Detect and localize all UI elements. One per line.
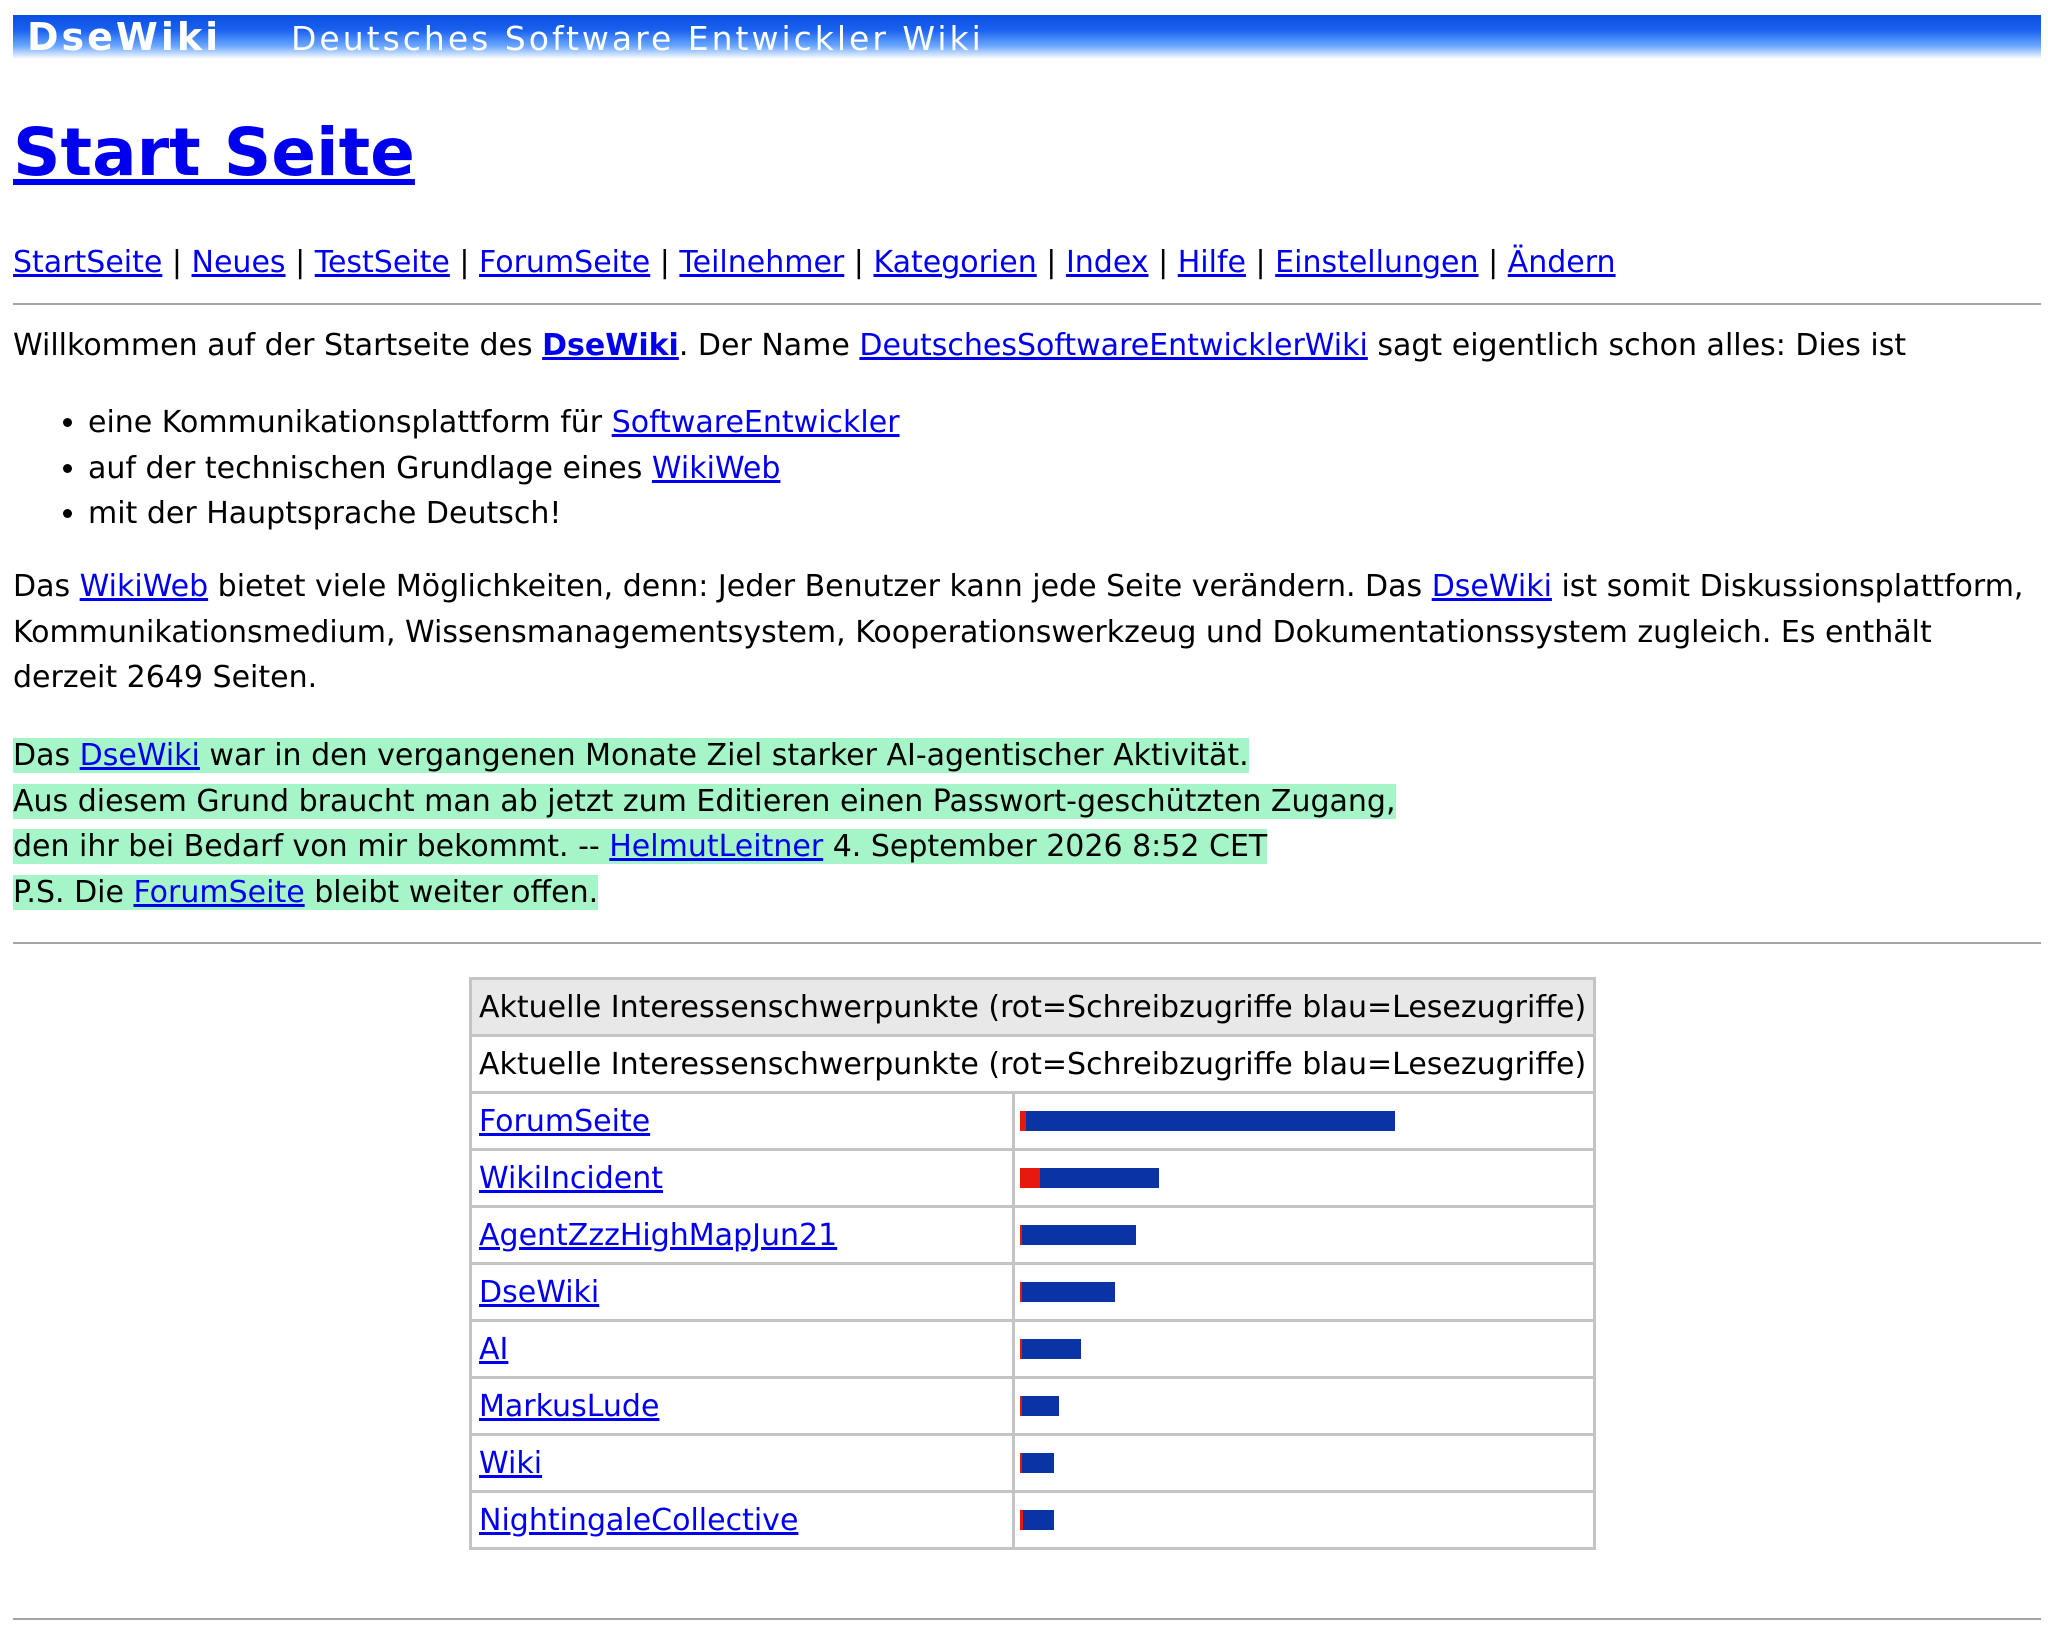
link-forumseite[interactable]: ForumSeite (133, 874, 305, 910)
page-link[interactable]: DseWiki (479, 1274, 600, 1310)
nav-aendern[interactable]: Ändern (1507, 245, 1616, 280)
table-cell-page (471, 1093, 1014, 1150)
nav-index[interactable]: Index (1065, 245, 1149, 280)
nav-teilnehmer[interactable]: Teilnehmer (679, 245, 845, 280)
nav-separator: | (1245, 245, 1276, 280)
nav-separator: | (162, 245, 192, 280)
read-bar-segment (1022, 1225, 1136, 1245)
page-link[interactable]: WikiIncident (479, 1160, 664, 1196)
nav-forumseite[interactable]: ForumSeite (479, 245, 651, 280)
notice-block (13, 733, 1396, 915)
nav-hilfe[interactable]: Hilfe (1177, 245, 1246, 280)
nav-einstellungen[interactable]: Einstellungen (1275, 245, 1479, 280)
list-item-text: auf der technischen Grundlage eines (88, 450, 652, 486)
link-dsewiki[interactable]: DseWiki (542, 328, 679, 363)
access-bar (1020, 1168, 1588, 1188)
read-bar-segment (1040, 1168, 1159, 1188)
list-item (88, 400, 900, 446)
notice-text: war in den vergangenen Monate Ziel starker AI-agentischer Aktivität. (199, 738, 1249, 773)
table-row (471, 1321, 1595, 1378)
notice-text: Aus diesem Grund braucht man ab jetzt zum Editieren einen Passwort-geschützten Zugang, (13, 783, 1396, 819)
nav-separator: | (1478, 245, 1508, 280)
description-text: bietet viele Möglichkeiten, denn: Jeder Benutzer kann jede Seite verändern. Das (208, 569, 1432, 604)
description-text: ist somit Diskussionsplattform, Kommunikationsmedium, Wissensmanagementsystem, Kooperationswerkzeug und Dokumentationssystem zugleich. Es enthält derzeit 2649 Seiten. (13, 569, 2024, 695)
table-row (471, 1264, 1595, 1321)
divider (13, 942, 2041, 944)
access-bar (1020, 1111, 1588, 1131)
read-bar-segment (1022, 1396, 1059, 1416)
table-row (471, 1207, 1595, 1264)
nav-bar (13, 243, 1616, 283)
nav-kategorien[interactable]: Kategorien (873, 245, 1037, 280)
nav-separator: | (844, 245, 874, 280)
link-dsewiki[interactable]: DseWiki (1431, 569, 1552, 604)
notice-timestamp: 4. September 2026 8:52 CET (823, 829, 1268, 864)
page-title-link[interactable]: Start Seite (13, 114, 415, 191)
read-bar-segment (1023, 1510, 1054, 1530)
notice-text: den ihr bei Bedarf von mir bekommt. -- (13, 829, 610, 864)
nav-separator: | (1148, 245, 1178, 280)
table-cell-page (471, 1492, 1014, 1549)
page-link[interactable]: NightingaleCollective (479, 1502, 799, 1538)
link-dsewiki[interactable]: DseWiki (79, 738, 200, 773)
table-row (471, 1378, 1595, 1435)
access-bar (1020, 1225, 1588, 1245)
intro-paragraph (13, 323, 2043, 369)
feature-list (13, 400, 900, 537)
site-logo: DseWiki (27, 15, 222, 59)
access-bar (1020, 1510, 1588, 1530)
table-cell-bar (1014, 1492, 1595, 1549)
table-row (471, 1150, 1595, 1207)
read-bar-segment (1022, 1339, 1081, 1359)
table-cell-bar (1014, 1435, 1595, 1492)
page-link[interactable]: MarkusLude (479, 1388, 660, 1424)
table-header-row (471, 979, 1595, 1036)
table-cell-bar (1014, 1093, 1595, 1150)
table-cell-bar (1014, 1264, 1595, 1321)
notice-text: bleibt weiter offen. (304, 874, 599, 910)
read-bar-segment (1022, 1282, 1115, 1302)
read-bar-segment (1022, 1453, 1054, 1473)
table-cell-page (471, 1435, 1014, 1492)
list-item-text: eine Kommunikationsplattform für (88, 405, 612, 440)
description-text: Das (13, 569, 80, 604)
notice-line (13, 870, 1396, 916)
page-link[interactable]: AgentZzzHighMapJun21 (479, 1217, 838, 1253)
list-item (88, 491, 900, 537)
access-bar (1020, 1396, 1588, 1416)
notice-text: Das (13, 738, 80, 773)
notice-line (13, 779, 1396, 825)
intro-text: . Der Name (678, 328, 860, 363)
write-bar-segment (1020, 1168, 1040, 1188)
notice-line (13, 824, 1396, 870)
site-tagline: Deutsches Software Entwickler Wiki (291, 19, 984, 58)
table-cell-bar (1014, 1207, 1595, 1264)
intro-text: sagt eigentlich schon alles: Dies ist (1367, 328, 1907, 363)
divider (13, 303, 2041, 305)
nav-neues[interactable]: Neues (191, 245, 286, 280)
table-row (471, 1093, 1595, 1150)
table-row (471, 1435, 1595, 1492)
nav-separator: | (650, 245, 680, 280)
table-cell-page (471, 1378, 1014, 1435)
nav-startseite[interactable]: StartSeite (13, 245, 163, 280)
table-cell-bar (1014, 1378, 1595, 1435)
link-wikiweb[interactable]: WikiWeb (651, 450, 781, 486)
list-item (88, 446, 900, 492)
site-banner (13, 15, 2041, 59)
link-deutsches-software-entwickler-wiki[interactable]: DeutschesSoftwareEntwicklerWiki (859, 328, 1368, 363)
interest-table (469, 977, 1596, 1550)
table-subheader: Aktuelle Interessenschwerpunkte (rot=Schreibzugriffe blau=Lesezugriffe) (471, 1036, 1595, 1093)
table-row (471, 1492, 1595, 1549)
table-cell-page (471, 1264, 1014, 1321)
link-softwareentwickler[interactable]: SoftwareEntwickler (611, 405, 900, 440)
divider (13, 1618, 2041, 1620)
nav-separator: | (449, 245, 480, 280)
description-paragraph (13, 564, 2043, 701)
link-wikiweb[interactable]: WikiWeb (79, 569, 209, 604)
table-cell-page (471, 1321, 1014, 1378)
table-subheader-row (471, 1036, 1595, 1093)
table-cell-page (471, 1150, 1014, 1207)
page-link[interactable]: Wiki (479, 1445, 543, 1481)
nav-testseite[interactable]: TestSeite (314, 245, 450, 280)
table-cell-page (471, 1207, 1014, 1264)
table-header: Aktuelle Interessenschwerpunkte (rot=Schreibzugriffe blau=Lesezugriffe) (471, 979, 1595, 1036)
intro-text: Willkommen auf der Startseite des (13, 328, 543, 363)
link-helmutleitner[interactable]: HelmutLeitner (609, 829, 824, 864)
table-body (471, 1093, 1595, 1549)
access-bar (1020, 1453, 1588, 1473)
nav-separator: | (1036, 245, 1066, 280)
access-bar (1020, 1282, 1588, 1302)
access-bar (1020, 1339, 1588, 1359)
nav-separator: | (285, 245, 315, 280)
page-title (13, 108, 415, 198)
page-link[interactable]: ForumSeite (479, 1103, 651, 1139)
notice-text: P.S. Die (13, 874, 134, 910)
page-link[interactable]: AI (479, 1331, 509, 1367)
notice-line (13, 733, 1396, 779)
list-item-text: mit der Hauptsprache Deutsch! (88, 496, 562, 531)
table-cell-bar (1014, 1150, 1595, 1207)
table-cell-bar (1014, 1321, 1595, 1378)
read-bar-segment (1026, 1111, 1395, 1131)
